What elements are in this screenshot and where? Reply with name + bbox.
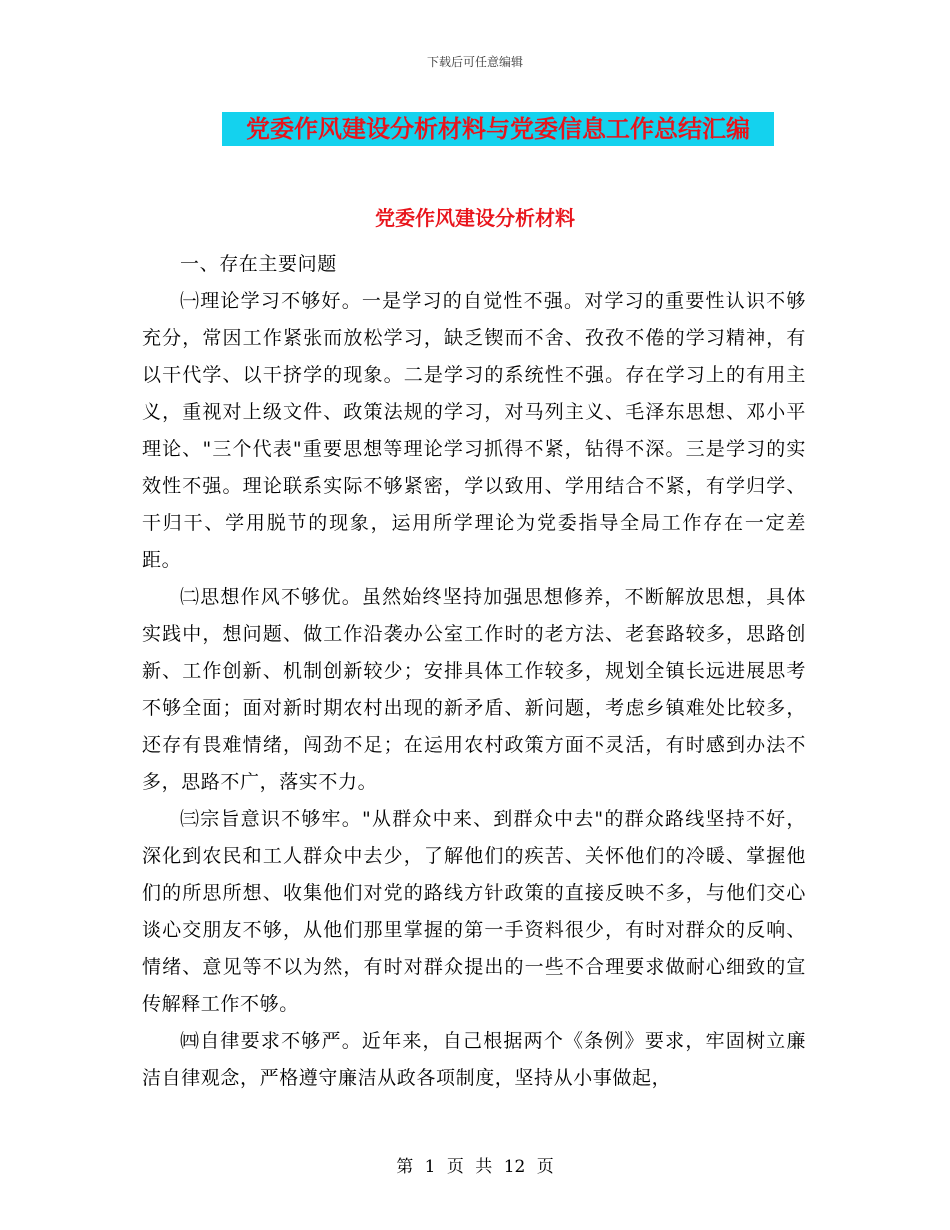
section-title: 党委作风建设分析材料	[375, 206, 575, 230]
header-note: 下载后可任意编辑	[426, 55, 523, 69]
document-body	[142, 246, 806, 1097]
paragraph-heading: 一、存在主要问题	[180, 253, 337, 275]
document-title: 党委作风建设分析材料与党委信息工作总结汇编	[222, 112, 774, 146]
page-footer: 第 1 页 共 12 页	[396, 1157, 554, 1177]
paragraph: ㈡思想作风不够优。虽然始终坚持加强思想修养，不断解放思想，具体实践中，想问题、做工作沿袭办公室工作时的老方法、老套路较多，思路创新、工作创新、机制创新较少；安排具体工作较多，规划全镇长远进展思考不够全面；面对新时期农村出现的新矛盾、新问题，考虑乡镇难处比较多，还存有畏难情绪，闯劲不足；在运用农村政策方面不灵活，有时感到办法不多，思路不广，落实不力。	[142, 586, 806, 793]
paragraph: ㈢宗旨意识不够牢。"从群众中来、到群众中去"的群众路线坚持不好，深化到农民和工人群众中去少，了解他们的疾苦、关怀他们的冷暖、掌握他们的所思所想、收集他们对党的路线方针政策的直接反映不多，与他们交心谈心交朋友不够，从他们那里掌握的第一手资料很少，有时对群众的反响、情绪、意见等不以为然，有时对群众提出的一些不合理要求做耐心细致的宣传解释工作不够。	[142, 808, 806, 1015]
paragraph: ㈣自律要求不够严。近年来，自己根据两个《条例》要求，牢固树立廉洁自律观念，严格遵守廉洁从政各项制度，坚持从小事做起，	[142, 1030, 806, 1089]
paragraph: ㈠理论学习不够好。一是学习的自觉性不强。对学习的重要性认识不够充分，常因工作紧张而放松学习，缺乏锲而不舍、孜孜不倦的学习精神，有以干代学、以干挤学的现象。二是学习的系统性不强。存在学习上的有用主义，重视对上级文件、政策法规的学习，对马列主义、毛泽东思想、邓小平理论、"三个代表"重要思想等理论学习抓得不紧，钻得不深。三是学习的实效性不强。理论联系实际不够紧密，学以致用、学用结合不紧，有学归学、干归干、学用脱节的现象，运用所学理论为党委指导全局工作存在一定差距。	[142, 290, 806, 571]
